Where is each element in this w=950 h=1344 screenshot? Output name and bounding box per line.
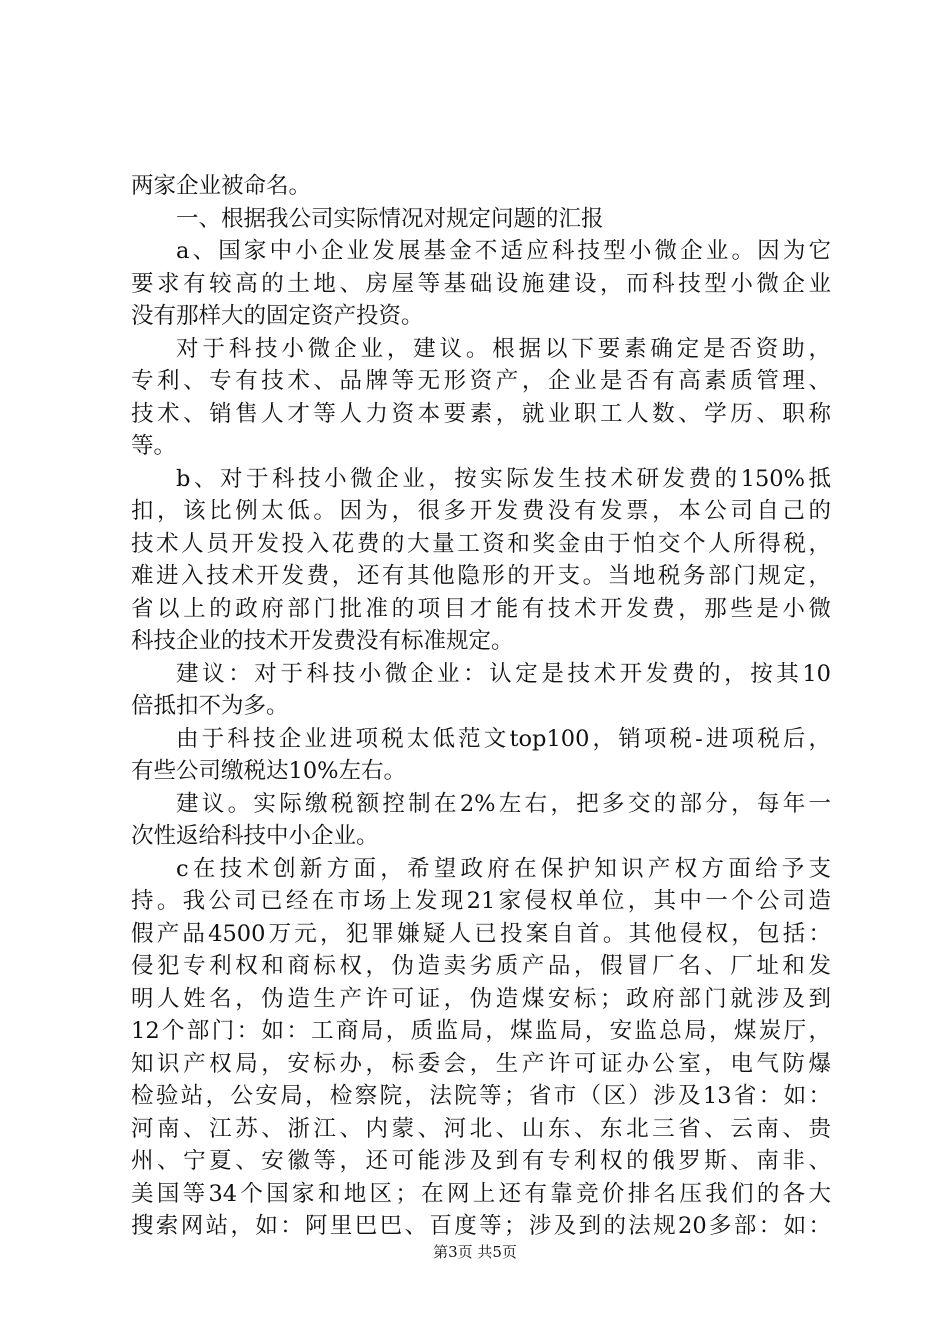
text-line: 检验站，公安局，检察院，法院等；省市（区）涉及13省：如： [131, 1083, 831, 1109]
text-line: c在技术创新方面，希望政府在保护知识产权方面给予支 [176, 855, 831, 882]
text-line: 有些公司缴税达10%左右。 [131, 758, 407, 784]
text-line: 美国等34个国家和地区；在网上还有靠竞价排名压我们的各大 [131, 1180, 831, 1207]
text-line: 科技企业的技术开发费没有标准规定。 [131, 628, 514, 654]
text-line: 明人姓名，伪造生产许可证，伪造煤安标；政府部门就涉及到 [131, 985, 831, 1012]
text-line: 由于科技企业进项税太低范文top100，销项税-进项税后， [176, 725, 831, 752]
text-line: 侵犯专利权和商标权，伪造卖劣质产品，假冒厂名、厂址和发 [131, 953, 831, 979]
text-line: 州、宁夏、安徽等，还可能涉及到有专利权的俄罗斯、南非、 [131, 1148, 831, 1174]
text-line: 倍抵扣不为多。 [131, 693, 289, 719]
text-line: b、对于科技小微企业，按实际发生技术研发费的150%抵 [176, 465, 831, 492]
text-line: 持。我公司已经在市场上发现21家侵权单位，其中一个公司造 [131, 888, 831, 914]
text-line: a、国家中小企业发展基金不适应科技型小微企业。因为它 [176, 238, 831, 264]
text-line: 技术、销售人才等人力资本要素，就业职工人数、学历、职称 [131, 400, 831, 427]
text-line: 省以上的政府部门批准的项目才能有技术开发费，那些是小微 [131, 595, 831, 622]
text-line: 难进入技术开发费，还有其他隐形的开支。当地税务部门规定， [131, 563, 831, 589]
text-line: 搜索网站，如：阿里巴巴、百度等；涉及到的法规20多部：如： [131, 1213, 831, 1239]
page-footer: 第3页 共5页 [433, 1243, 517, 1261]
text-line: 12个部门：如：工商局，质监局，煤监局，安监总局，煤炭厅， [131, 1018, 831, 1044]
text-line: 对于科技小微企业，建议。根据以下要素确定是否资助， [176, 335, 831, 362]
text-line: 要求有较高的土地、房屋等基础设施建设，而科技型小微企业 [131, 270, 831, 297]
text-line: 扣，该比例太低。因为，很多开发费没有发票，本公司自己的 [131, 498, 831, 524]
text-line: 河南、江苏、浙江、内蒙、河北、山东、东北三省、云南、贵 [131, 1115, 831, 1142]
text-line: 次性返给科技中小企业。 [131, 823, 379, 849]
text-line: 知识产权局，安标办，标委会，生产许可证办公室，电气防爆 [131, 1050, 831, 1077]
text-line: 假产品4500万元，犯罪嫌疑人已投案自首。其他侵权，包括： [131, 920, 831, 947]
document-body [131, 170, 831, 1243]
text-line: 没有那样大的固定资产投资。 [131, 303, 424, 329]
text-line: 等。 [131, 433, 177, 459]
text-line: 技术人员开发投入花费的大量工资和奖金由于怕交个人所得税， [131, 530, 831, 557]
text-line: 两家企业被命名。 [131, 173, 312, 199]
text-line: 建议。实际缴税额控制在2%左右，把多交的部分，每年一 [176, 790, 831, 817]
text-line: 一、根据我公司实际情况对规定问题的汇报 [176, 205, 604, 232]
text-line: 建议：对于科技小微企业：认定是技术开发费的，按其10 [176, 660, 831, 687]
text-line: 专利、专有技术、品牌等无形资产，企业是否有高素质管理、 [131, 368, 831, 394]
